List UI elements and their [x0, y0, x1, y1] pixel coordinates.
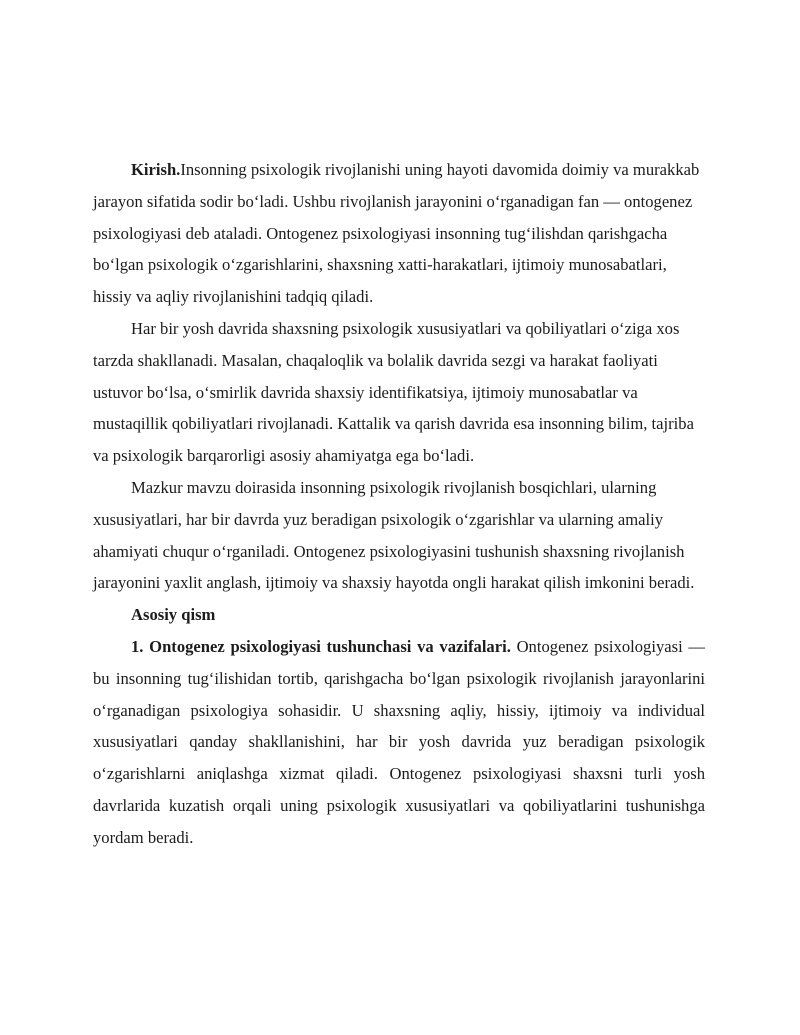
intro-lead: Kirish.: [131, 160, 181, 179]
intro-paragraph: [93, 154, 705, 313]
section-1-text: Ontogenez psixologiyasi — bu insonning tug‘ilishidan tortib, qarishgacha bo‘lgan psixologik rivojlanish jarayonlarini o‘rganadigan psixologiya sohasidir. U shaxsning aqliy, hissiy, ijtimoiy va individual xususiyatlari qanday shakllanishini, har bir yosh davrida yuz beradigan psixologik o‘zgarishlarni aniqlashga xizmat qiladi. Ontogenez psixologiyasi shaxsni turli yosh davrlarida kuzatish orqali uning psixologik xususiyatlari va qobiliyatlarini tushunishga yordam beradi.: [93, 636, 705, 847]
section-1-paragraph: [93, 631, 705, 854]
section-heading: Asosiy qism: [131, 605, 216, 625]
section-1-title: 1. Ontogenez psixologiyasi tushunchasi va vazifalari.: [131, 636, 511, 656]
paragraph-topic-scope: Mazkur mavzu doirasida insonning psixologik rivojlanish bosqichlari, ularning xususiyatlari, har bir davrda yuz beradigan psixologik o‘zgarishlar va ularning amaliy ahamiyati chuqur o‘rganiladi. Ontogenez psixologiyasini tushunish shaxsning rivojlanish jarayonini yaxlit anglash, ijtimoiy va shaxsiy hayotda ongli harakat qilish imkonini beradi.: [93, 477, 695, 593]
document-body: [93, 154, 705, 854]
intro-text: Insonning psixologik rivojlanishi uning hayoti davomida doimiy va murakkab jarayon sifatida sodir bo‘ladi. Ushbu rivojlanish jarayonini o‘rganadigan fan — ontogenez psixologiyasi deb ataladi. Ontogenez psixologiyasi insonning tug‘ilishdan qarishgacha bo‘lgan psixologik o‘zgarishlarini, shaxsning xatti-harakatlari, ijtimoiy munosabatlari, hissiy va aqliy rivojlanishini tadqiq qiladi.: [93, 160, 700, 307]
paragraph-age-periods: Har bir yosh davrida shaxsning psixologik xususiyatlari va qobiliyatlari o‘ziga xos tarzda shakllanadi. Masalan, chaqaloqlik va bolalik davrida sezgi va harakat faoliyati ustuvor bo‘lsa, o‘smirlik davrida shaxsiy identifikatsiya, ijtimoiy munosabatlar va mustaqillik qobiliyatlari rivojlanadi. Kattalik va qarish davrida esa insonning bilim, tajriba va psixologik barqarorligi asosiy ahamiyatga ega bo‘ladi.: [93, 318, 694, 466]
